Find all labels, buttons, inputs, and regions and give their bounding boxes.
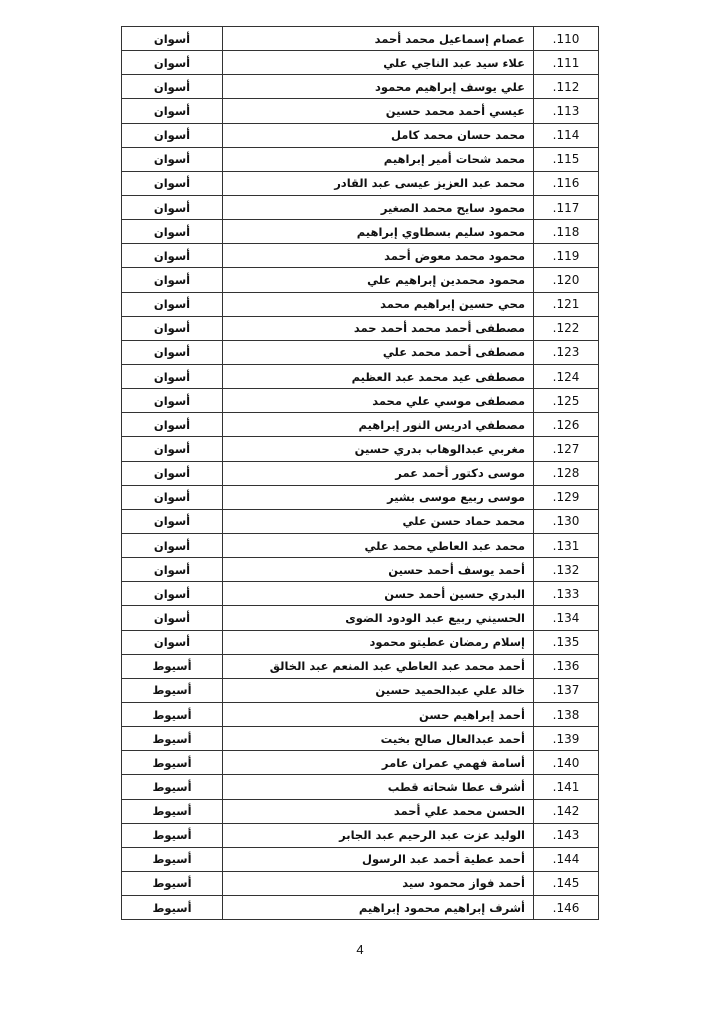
governorate-cell: أسوان — [122, 268, 223, 292]
table-row — [122, 99, 599, 123]
name-cell: خالد علي عبدالحميد حسين — [223, 678, 534, 702]
table-row — [122, 51, 599, 75]
row-number-cell: .117 — [534, 195, 599, 219]
table-row — [122, 775, 599, 799]
governorate-cell: أسيوط — [122, 775, 223, 799]
row-number-cell: .115 — [534, 147, 599, 171]
governorate-cell: أسوان — [122, 220, 223, 244]
name-cell: أشرف إبراهيم محمود إبراهيم — [223, 896, 534, 920]
name-cell: مصطفى عيد محمد عبد العظيم — [223, 364, 534, 388]
table-row — [122, 485, 599, 509]
name-cell: مصطفى أحمد محمد علي — [223, 340, 534, 364]
row-number-cell: .140 — [534, 751, 599, 775]
governorate-cell: أسوان — [122, 413, 223, 437]
row-number-cell: .124 — [534, 364, 599, 388]
table-row — [122, 871, 599, 895]
row-number-cell: .128 — [534, 461, 599, 485]
governorate-cell: أسيوط — [122, 799, 223, 823]
governorate-cell: أسوان — [122, 606, 223, 630]
name-cell: محمود محمد معوض أحمد — [223, 244, 534, 268]
row-number-cell: .122 — [534, 316, 599, 340]
name-cell: محمد حماد حسن علي — [223, 509, 534, 533]
table-row — [122, 364, 599, 388]
name-cell: محمود محمدين إبراهيم علي — [223, 268, 534, 292]
row-number-cell: .134 — [534, 606, 599, 630]
governorate-cell: أسيوط — [122, 896, 223, 920]
table-row — [122, 220, 599, 244]
name-cell: محمد عبد العاطي محمد علي — [223, 533, 534, 557]
row-number-cell: .114 — [534, 123, 599, 147]
table-row — [122, 389, 599, 413]
governorate-cell: أسيوط — [122, 702, 223, 726]
row-number-cell: .141 — [534, 775, 599, 799]
row-number-cell: .142 — [534, 799, 599, 823]
row-number-cell: .145 — [534, 871, 599, 895]
governorate-cell: أسيوط — [122, 823, 223, 847]
name-cell: عيسي أحمد محمد حسين — [223, 99, 534, 123]
names-table-container — [121, 26, 599, 920]
names-table-body — [122, 27, 599, 920]
row-number-cell: .130 — [534, 509, 599, 533]
name-cell: البدري حسين أحمد حسن — [223, 582, 534, 606]
table-row — [122, 823, 599, 847]
row-number-cell: .113 — [534, 99, 599, 123]
table-row — [122, 437, 599, 461]
row-number-cell: .110 — [534, 27, 599, 51]
table-row — [122, 509, 599, 533]
table-row — [122, 413, 599, 437]
name-cell: أحمد عطية أحمد عبد الرسول — [223, 847, 534, 871]
governorate-cell: أسوان — [122, 461, 223, 485]
table-row — [122, 558, 599, 582]
page-number: 4 — [356, 942, 364, 957]
names-table — [121, 26, 599, 920]
row-number-cell: .131 — [534, 533, 599, 557]
governorate-cell: أسوان — [122, 147, 223, 171]
governorate-cell: أسوان — [122, 99, 223, 123]
name-cell: الوليد عزت عبد الرحيم عبد الجابر — [223, 823, 534, 847]
row-number-cell: .136 — [534, 654, 599, 678]
table-row — [122, 461, 599, 485]
governorate-cell: أسوان — [122, 195, 223, 219]
row-number-cell: .120 — [534, 268, 599, 292]
name-cell: مصطفي ادريس النور إبراهيم — [223, 413, 534, 437]
governorate-cell: أسوان — [122, 533, 223, 557]
name-cell: عصام إسماعيل محمد أحمد — [223, 27, 534, 51]
name-cell: أشرف عطا شحاته قطب — [223, 775, 534, 799]
row-number-cell: .125 — [534, 389, 599, 413]
row-number-cell: .123 — [534, 340, 599, 364]
row-number-cell: .133 — [534, 582, 599, 606]
table-row — [122, 606, 599, 630]
row-number-cell: .119 — [534, 244, 599, 268]
governorate-cell: أسيوط — [122, 727, 223, 751]
table-row — [122, 195, 599, 219]
table-row — [122, 727, 599, 751]
name-cell: إسلام رمضان عطيتو محمود — [223, 630, 534, 654]
table-row — [122, 244, 599, 268]
name-cell: أحمد محمد عبد العاطي عبد المنعم عبد الخالق — [223, 654, 534, 678]
name-cell: محمود سليم بسطاوي إبراهيم — [223, 220, 534, 244]
name-cell: مصطفى موسي علي محمد — [223, 389, 534, 413]
governorate-cell: أسوان — [122, 509, 223, 533]
name-cell: محمد شحات أمير إبراهيم — [223, 147, 534, 171]
table-row — [122, 702, 599, 726]
governorate-cell: أسيوط — [122, 678, 223, 702]
row-number-cell: .132 — [534, 558, 599, 582]
name-cell: موسى دكتور أحمد عمر — [223, 461, 534, 485]
name-cell: علي يوسف إبراهيم محمود — [223, 75, 534, 99]
name-cell: مغربي عبدالوهاب بدري حسين — [223, 437, 534, 461]
row-number-cell: .112 — [534, 75, 599, 99]
table-row — [122, 340, 599, 364]
governorate-cell: أسوان — [122, 244, 223, 268]
table-row — [122, 654, 599, 678]
row-number-cell: .129 — [534, 485, 599, 509]
name-cell: محي حسين إبراهيم محمد — [223, 292, 534, 316]
row-number-cell: .127 — [534, 437, 599, 461]
row-number-cell: .121 — [534, 292, 599, 316]
governorate-cell: أسوان — [122, 171, 223, 195]
table-row — [122, 292, 599, 316]
governorate-cell: أسوان — [122, 364, 223, 388]
table-row — [122, 582, 599, 606]
governorate-cell: أسيوط — [122, 871, 223, 895]
name-cell: محمود سايح محمد الصغير — [223, 195, 534, 219]
row-number-cell: .138 — [534, 702, 599, 726]
table-row — [122, 268, 599, 292]
table-row — [122, 171, 599, 195]
row-number-cell: .143 — [534, 823, 599, 847]
governorate-cell: أسوان — [122, 437, 223, 461]
table-row — [122, 316, 599, 340]
governorate-cell: أسوان — [122, 316, 223, 340]
name-cell: أحمد يوسف أحمد حسين — [223, 558, 534, 582]
table-row — [122, 678, 599, 702]
governorate-cell: أسوان — [122, 485, 223, 509]
governorate-cell: أسوان — [122, 389, 223, 413]
governorate-cell: أسوان — [122, 75, 223, 99]
name-cell: علاء سيد عبد الناجي علي — [223, 51, 534, 75]
row-number-cell: .137 — [534, 678, 599, 702]
governorate-cell: أسوان — [122, 340, 223, 364]
name-cell: أسامة فهمي عمران عامر — [223, 751, 534, 775]
governorate-cell: أسيوط — [122, 654, 223, 678]
name-cell: موسى ربيع موسى بشير — [223, 485, 534, 509]
row-number-cell: .126 — [534, 413, 599, 437]
row-number-cell: .146 — [534, 896, 599, 920]
row-number-cell: .144 — [534, 847, 599, 871]
name-cell: مصطفى أحمد محمد أحمد حمد — [223, 316, 534, 340]
governorate-cell: أسوان — [122, 292, 223, 316]
table-row — [122, 533, 599, 557]
name-cell: أحمد فواز محمود سيد — [223, 871, 534, 895]
name-cell: محمد عبد العزيز عيسى عبد القادر — [223, 171, 534, 195]
row-number-cell: .111 — [534, 51, 599, 75]
governorate-cell: أسوان — [122, 582, 223, 606]
row-number-cell: .139 — [534, 727, 599, 751]
table-row — [122, 799, 599, 823]
table-row — [122, 75, 599, 99]
governorate-cell: أسوان — [122, 630, 223, 654]
name-cell: الحسن محمد علي أحمد — [223, 799, 534, 823]
table-row — [122, 27, 599, 51]
governorate-cell: أسوان — [122, 123, 223, 147]
table-row — [122, 147, 599, 171]
name-cell: أحمد إبراهيم حسن — [223, 702, 534, 726]
table-row — [122, 751, 599, 775]
governorate-cell: أسيوط — [122, 751, 223, 775]
name-cell: محمد حسان محمد كامل — [223, 123, 534, 147]
name-cell: الحسيني ربيع عبد الودود الضوى — [223, 606, 534, 630]
row-number-cell: .118 — [534, 220, 599, 244]
table-row — [122, 847, 599, 871]
governorate-cell: أسوان — [122, 27, 223, 51]
table-row — [122, 630, 599, 654]
table-row — [122, 896, 599, 920]
governorate-cell: أسوان — [122, 558, 223, 582]
name-cell: أحمد عبدالعال صالح بخيت — [223, 727, 534, 751]
governorate-cell: أسيوط — [122, 847, 223, 871]
row-number-cell: .135 — [534, 630, 599, 654]
row-number-cell: .116 — [534, 171, 599, 195]
table-row — [122, 123, 599, 147]
governorate-cell: أسوان — [122, 51, 223, 75]
